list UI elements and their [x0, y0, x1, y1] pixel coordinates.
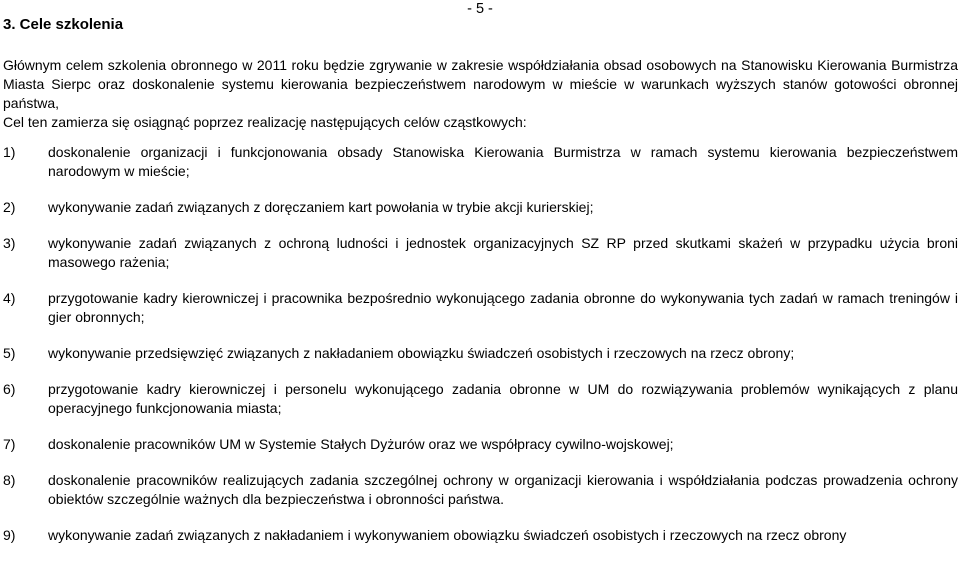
item-number: 3)	[3, 235, 16, 251]
item-text: wykonywanie przedsięwzięć związanych z nakładaniem obowiązku świadczeń osobistych i rzeczowych na rzecz obrony;	[48, 345, 795, 361]
item-text: doskonalenie pracowników realizujących zadania szczególnej ochrony w organizacji kierowania i współdziałania podczas prowadzenia ochrony obiektów szczególnie ważnych dla bezpieczeństwa i obronności państwa.	[48, 472, 958, 507]
item-text: przygotowanie kadry kierowniczej i pracownika bezpośrednio wykonującego zadania obronne do wykonywania tych zadań w ramach treningów i gier obronnych;	[48, 290, 958, 325]
list-item	[3, 380, 958, 418]
item-number: 9)	[3, 527, 16, 543]
item-number: 1)	[3, 144, 16, 160]
list-item	[3, 471, 958, 509]
list-item	[3, 198, 958, 217]
item-text: wykonywanie zadań związanych z nakładaniem i wykonywaniem obowiązku świadczeń osobistych i rzeczowych na rzecz obrony	[48, 527, 847, 543]
item-text: wykonywanie zadań związanych z doręczaniem kart powołania w trybie akcji kurierskiej;	[48, 199, 594, 215]
item-text: doskonalenie organizacji i funkcjonowania obsady Stanowiska Kierowania Burmistrza w ramach systemu kierowania bezpieczeństwem narodowym w mieście;	[48, 144, 958, 179]
intro-paragraph-2: Cel ten zamierza się osiągnąć poprzez realizację następujących celów cząstkowych:	[3, 114, 527, 130]
item-number: 7)	[3, 436, 16, 452]
list-item	[3, 234, 958, 272]
list-item	[3, 344, 958, 363]
item-text: wykonywanie zadań związanych z ochroną ludności i jednostek organizacyjnych SZ RP przed skutkami skażeń w przypadku użycia broni masowego rażenia;	[48, 235, 958, 270]
item-number: 2)	[3, 199, 16, 215]
item-number: 6)	[3, 381, 16, 397]
item-text: przygotowanie kadry kierowniczej i personelu wykonującego zadania obronne w UM do rozwiązywania problemów wynikających z planu operacyjnego funkcjonowania miasta;	[48, 381, 958, 416]
item-number: 8)	[3, 472, 16, 488]
intro-paragraph: Głównym celem szkolenia obronnego w 2011 roku będzie zgrywanie w zakresie współdziałania obsad osobowych na Stanowisku Kierowania Burmistrza Miasta Sierpc oraz doskonalenie systemu kierowania bezpieczeństwem narodowym w mieście w warunkach wyższych stanów gotowości obronnej państwa,	[3, 57, 958, 111]
list-item	[3, 143, 958, 181]
item-number: 4)	[3, 290, 16, 306]
item-number: 5)	[3, 345, 16, 361]
item-text: doskonalenie pracowników UM w Systemie Stałych Dyżurów oraz we współpracy cywilno-wojskowej;	[48, 436, 674, 452]
section-title: 3. Cele szkolenia	[3, 16, 124, 33]
list-item	[3, 289, 958, 327]
document-body	[3, 56, 958, 562]
list-item	[3, 526, 958, 545]
list-item	[3, 435, 958, 454]
page-number: - 5 -	[467, 1, 493, 17]
